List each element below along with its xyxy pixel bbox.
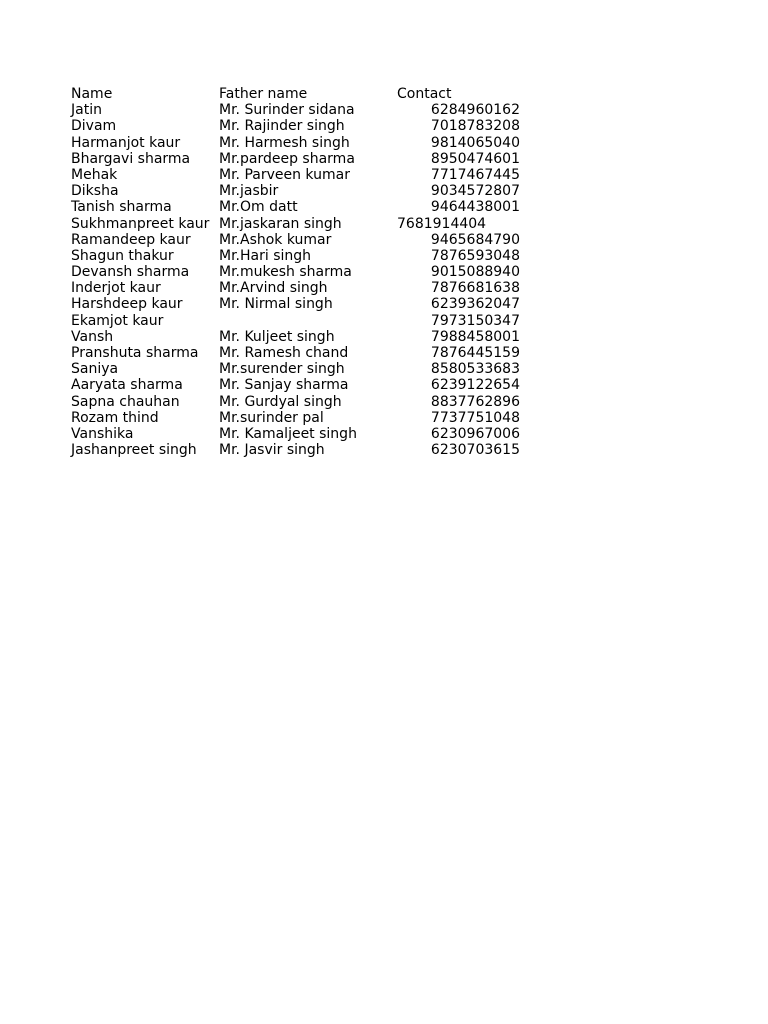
father-name-cell: Mr. Harmesh singh — [219, 134, 350, 151]
father-name-cell: Mr. Kamaljeet singh — [219, 425, 357, 442]
contact-cell: 7988458001 — [430, 328, 520, 345]
contact-cell: 9015088940 — [430, 264, 520, 281]
contact-cell: 7876593048 — [430, 247, 520, 264]
name-cell: Tanish sharma — [71, 199, 172, 216]
header-row — [71, 86, 520, 102]
father-name-cell: Mr.Hari singh — [219, 247, 312, 264]
name-cell: Vanshika — [71, 425, 134, 442]
contact-cell: 6284960162 — [430, 102, 520, 119]
contact-cell: 7876445159 — [430, 345, 520, 361]
table-row — [71, 199, 520, 215]
contact-cell: 7737751048 — [430, 409, 520, 426]
table-row — [71, 135, 520, 151]
father-name-cell: Mr. Parveen kumar — [219, 166, 350, 183]
name-cell: Devansh sharma — [71, 264, 190, 281]
father-name-cell: Mr. Surinder sidana — [219, 102, 355, 119]
name-cell: Sapna chauhan — [71, 393, 180, 410]
contact-cell: 7681914404 — [397, 215, 487, 232]
name-cell: Ramandeep kaur — [71, 231, 191, 248]
name-cell: Harshdeep kaur — [71, 296, 183, 313]
name-cell: Jatin — [71, 102, 102, 119]
table-row — [71, 426, 520, 442]
contact-cell: 8950474601 — [430, 150, 520, 167]
table-row — [71, 102, 520, 118]
father-name-cell — [219, 313, 397, 329]
contact-cell: 6239122654 — [430, 377, 520, 394]
table-row — [71, 232, 520, 248]
table-row — [71, 151, 520, 167]
contact-cell: 9465684790 — [430, 231, 520, 248]
contact-cell: 6230703615 — [430, 442, 520, 459]
contact-cell: 7876681638 — [430, 280, 520, 297]
contact-cell: 9464438001 — [430, 199, 520, 216]
father-name-cell: Mr. Gurdyal singh — [219, 393, 342, 410]
table-row — [71, 394, 520, 410]
table-row — [71, 118, 520, 134]
contact-cell: 9034572807 — [430, 183, 520, 200]
table-body — [71, 102, 520, 458]
table-row — [71, 377, 520, 393]
father-name-cell: Mr.mukesh sharma — [219, 264, 352, 281]
name-cell: Sukhmanpreet kaur — [71, 215, 210, 232]
father-name-cell: Mr.pardeep sharma — [219, 150, 355, 167]
contact-cell: 7973150347 — [430, 312, 520, 329]
table-row — [71, 264, 520, 280]
contact-cell: 6230967006 — [430, 425, 520, 442]
name-cell: Pranshuta sharma — [71, 345, 199, 361]
name-cell: Bhargavi sharma — [71, 150, 191, 167]
father-name-cell: Mr. Rajinder singh — [219, 118, 345, 135]
father-name-cell: Mr. Sanjay sharma — [219, 377, 349, 394]
contact-header: Contact — [397, 86, 452, 102]
contact-cell: 8580533683 — [430, 361, 520, 378]
table-row — [71, 410, 520, 426]
contact-cell: 8837762896 — [430, 393, 520, 410]
name-cell: Vansh — [71, 328, 114, 345]
table-row — [71, 329, 520, 345]
name-cell: Divam — [71, 118, 117, 135]
table-row — [71, 216, 520, 232]
name-cell: Rozam thind — [71, 409, 159, 426]
contact-cell: 7018783208 — [430, 118, 520, 135]
name-cell: Jashanpreet singh — [71, 442, 197, 459]
name-cell: Harmanjot kaur — [71, 134, 181, 151]
table-row — [71, 361, 520, 377]
father-name-cell: Mr.Om datt — [219, 199, 298, 216]
name-cell: Aaryata sharma — [71, 377, 183, 394]
table-row — [71, 345, 520, 361]
name-cell: Mehak — [71, 166, 118, 183]
father-name-header: Father name — [219, 86, 308, 102]
contact-cell: 7717467445 — [430, 166, 520, 183]
father-name-cell: Mr. Kuljeet singh — [219, 328, 335, 345]
father-name-cell: Mr.Arvind singh — [219, 280, 328, 297]
table-row — [71, 296, 520, 312]
name-cell: Inderjot kaur — [71, 280, 161, 297]
father-name-cell: Mr. Nirmal singh — [219, 296, 333, 313]
table-row — [71, 183, 520, 199]
name-cell: Shagun thakur — [71, 247, 174, 264]
contact-cell: 6239362047 — [430, 296, 520, 313]
name-cell: Saniya — [71, 361, 119, 378]
table-row — [71, 248, 520, 264]
name-cell: Diksha — [71, 183, 119, 200]
table-row — [71, 313, 520, 329]
contact-table — [71, 86, 520, 458]
father-name-cell: Mr.surinder pal — [219, 409, 324, 426]
table-row — [71, 167, 520, 183]
father-name-cell: Mr.jaskaran singh — [219, 215, 342, 232]
father-name-cell: Mr.Ashok kumar — [219, 231, 332, 248]
table-row — [71, 442, 520, 458]
table-row — [71, 280, 520, 296]
father-name-cell: Mr.surender singh — [219, 361, 345, 378]
father-name-cell: Mr. Ramesh chand — [219, 345, 349, 361]
contact-cell: 9814065040 — [430, 134, 520, 151]
name-header: Name — [71, 86, 113, 102]
name-cell: Ekamjot kaur — [71, 312, 164, 329]
father-name-cell: Mr.jasbir — [219, 183, 279, 200]
father-name-cell: Mr. Jasvir singh — [219, 442, 325, 459]
